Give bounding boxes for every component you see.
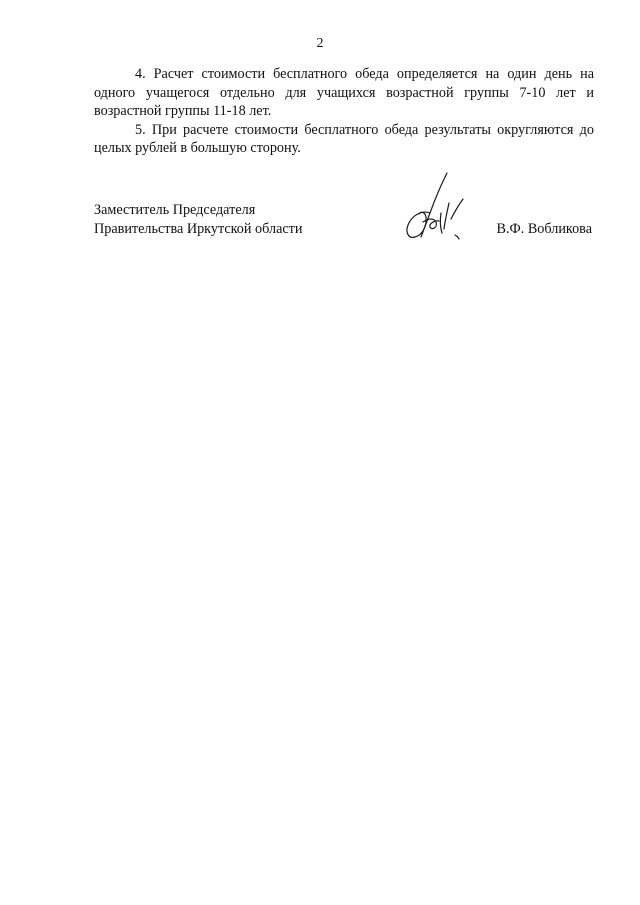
signer-position-line-1: Заместитель Председателя: [94, 202, 256, 218]
page-number: 2: [316, 36, 324, 51]
signer-position-line-2: Правительства Иркутской области: [94, 220, 303, 237]
paragraph-item-5: 5. При расчете стоимости бесплатного обеда результаты округляются до целых рублей в большую сторону.: [94, 121, 594, 156]
paragraph-item-4: 4. Расчет стоимости бесплатного обеда определяется на один день на одного учащегося отдельно для учащихся возрастной группы 7-10 лет и возрастной группы 11-18 лет.: [94, 66, 594, 119]
handwritten-signature-icon: [399, 169, 469, 249]
signer-name: В.Ф. Вобликова: [496, 220, 592, 237]
signature-block: [94, 201, 594, 261]
signer-position: [94, 201, 302, 238]
document-body: [94, 65, 594, 158]
